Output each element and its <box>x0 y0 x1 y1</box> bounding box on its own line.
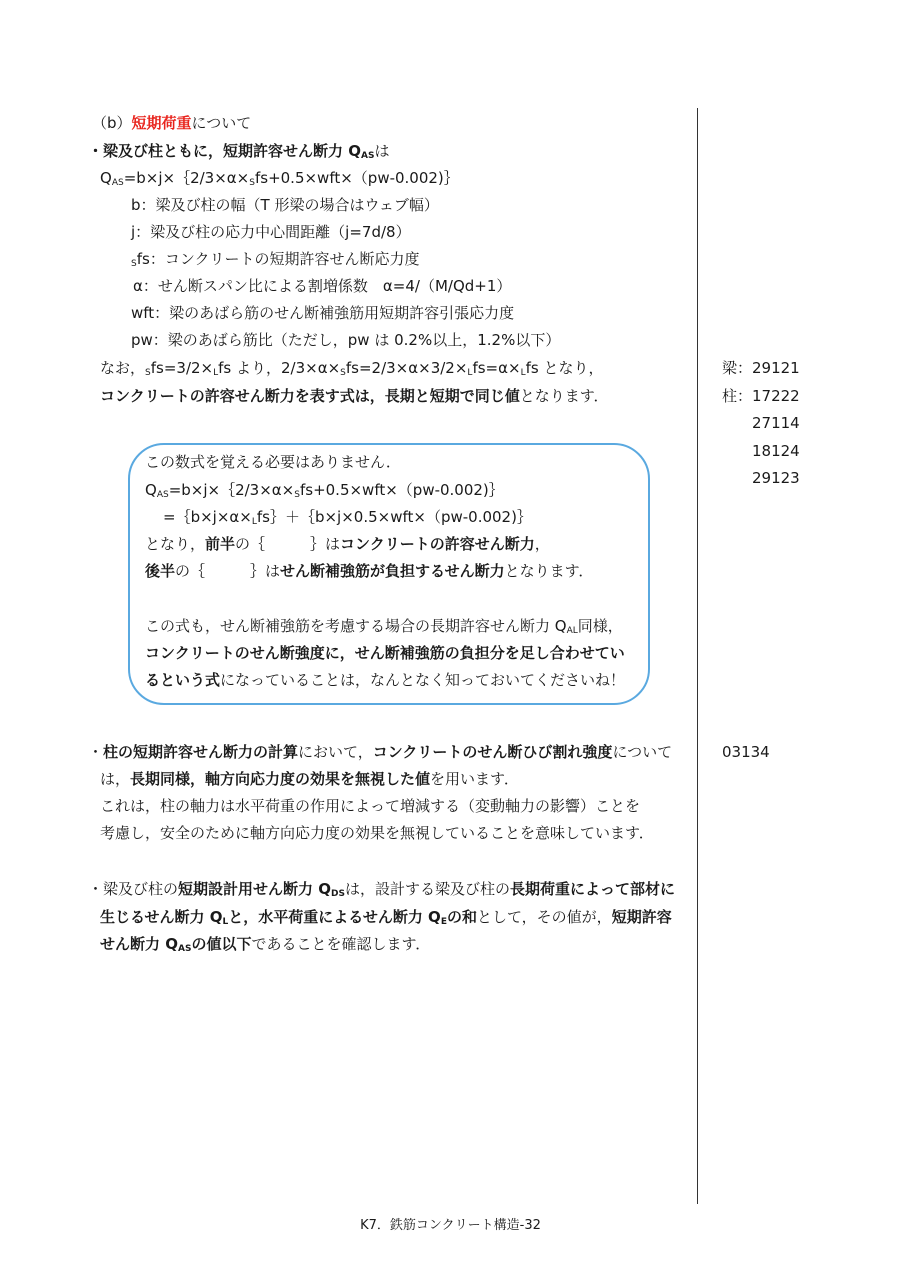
box-line7: コンクリートのせん断強度に，せん断補強筋の負担分を足し合わせてい <box>145 644 625 662</box>
item2-line3: これは，柱の軸力は水平荷重の作用によって増減する（変動軸力の影響）ことを <box>100 797 641 815</box>
heading-highlight: 短期荷重 <box>131 114 192 132</box>
def-wft: wft：梁のあばら筋のせん断補強筋用短期許容引張応力度 <box>131 304 515 322</box>
item2-line2: は，長期同様，軸方向応力度の効果を無視した値を用います． <box>100 770 519 788</box>
box-line4: となり，前半の｛ ｝はコンクリートの許容せん断力， <box>145 535 550 553</box>
def-j: j：梁及び柱の応力中心間距離（j=7d/8） <box>131 223 411 241</box>
def-b: b：梁及び柱の幅（T 形梁の場合はウェブ幅） <box>131 196 439 214</box>
item3-line1: ・梁及び柱の短期設計用せん断力 $Q_{DS}$は，設計する梁及び柱の長期荷重によって部材に <box>88 880 675 899</box>
ref-beam: 梁：29121 <box>722 359 800 377</box>
ref-item2: 03134 <box>722 743 770 761</box>
ref-3: 27114 <box>752 414 800 432</box>
def-pw: pw：梁のあばら筋比（ただし，pw は 0.2%以上，1.2%以下） <box>131 331 561 349</box>
box-line1: この数式を覚える必要はありません． <box>145 453 401 471</box>
item3-line2: 生じるせん断力 $Q_L$と，水平荷重によるせん断力 $Q_E$の和として，その値が，短期許容 <box>100 908 672 927</box>
item1-conclusion: コンクリートの許容せん断力を表す式は，長期と短期で同じ値となります． <box>100 387 609 405</box>
box-line6: この式も，せん断補強筋を考慮する場合の長期許容せん断力 $Q_{AL}$同様， <box>145 617 623 636</box>
ref-5: 29123 <box>752 469 800 487</box>
item1-note: なお，$_Sfs=3/2\times_Lfs$ より，$2/3\times\alpha\times_Sfs=2/3\times\alpha\times 3/2\times_Lfs=\alpha\times_Lfs$ となり， <box>100 359 604 378</box>
box-line8: るという式になっていることは，なんとなく知っておいてくださいね！ <box>145 671 626 689</box>
box-line5: 後半の｛ ｝はせん断補強筋が負担するせん断力となります． <box>145 562 594 580</box>
item1-formula: $Q_{AS}=b\times j\times\{2/3\times\alpha\times_Sfs+0.5\times wft\times(pw-0.002)\}$ <box>100 169 459 188</box>
item2-line1: ・柱の短期許容せん断力の計算において，コンクリートのせん断ひび割れ強度について <box>88 743 673 761</box>
def-alpha: α：せん断スパン比による割増係数 α=4/（M/Qd+1） <box>133 277 512 295</box>
ref-4: 18124 <box>752 442 800 460</box>
box-formula2: $=\{b\times j\times\alpha\times_Lfs\}+\{b\times j\times 0.5\times wft\times(pw-0.002)\}$ <box>163 508 532 527</box>
def-sfs: $_S$fs：コンクリートの短期許容せん断応力度 <box>131 250 420 269</box>
ref-column: 柱：17222 <box>722 387 800 405</box>
item3-line3: せん断力 $Q_{AS}$の値以下であることを確認します． <box>100 935 431 954</box>
box-formula1: $Q_{AS}=b\times j\times\{2/3\times\alpha\times_Sfs+0.5\times wft\times(pw-0.002)\}$ <box>145 481 504 500</box>
section-heading: （b）短期荷重について <box>92 114 252 132</box>
item1-lead: ・梁及び柱ともに，短期許容せん断力 $Q_{AS}$は <box>88 142 390 161</box>
item2-line4: 考慮し，安全のために軸方向応力度の効果を無視していることを意味しています． <box>100 824 654 842</box>
margin-divider <box>697 108 698 1204</box>
page-footer: K7．鉄筋コンクリート構造-32 <box>360 1218 541 1233</box>
